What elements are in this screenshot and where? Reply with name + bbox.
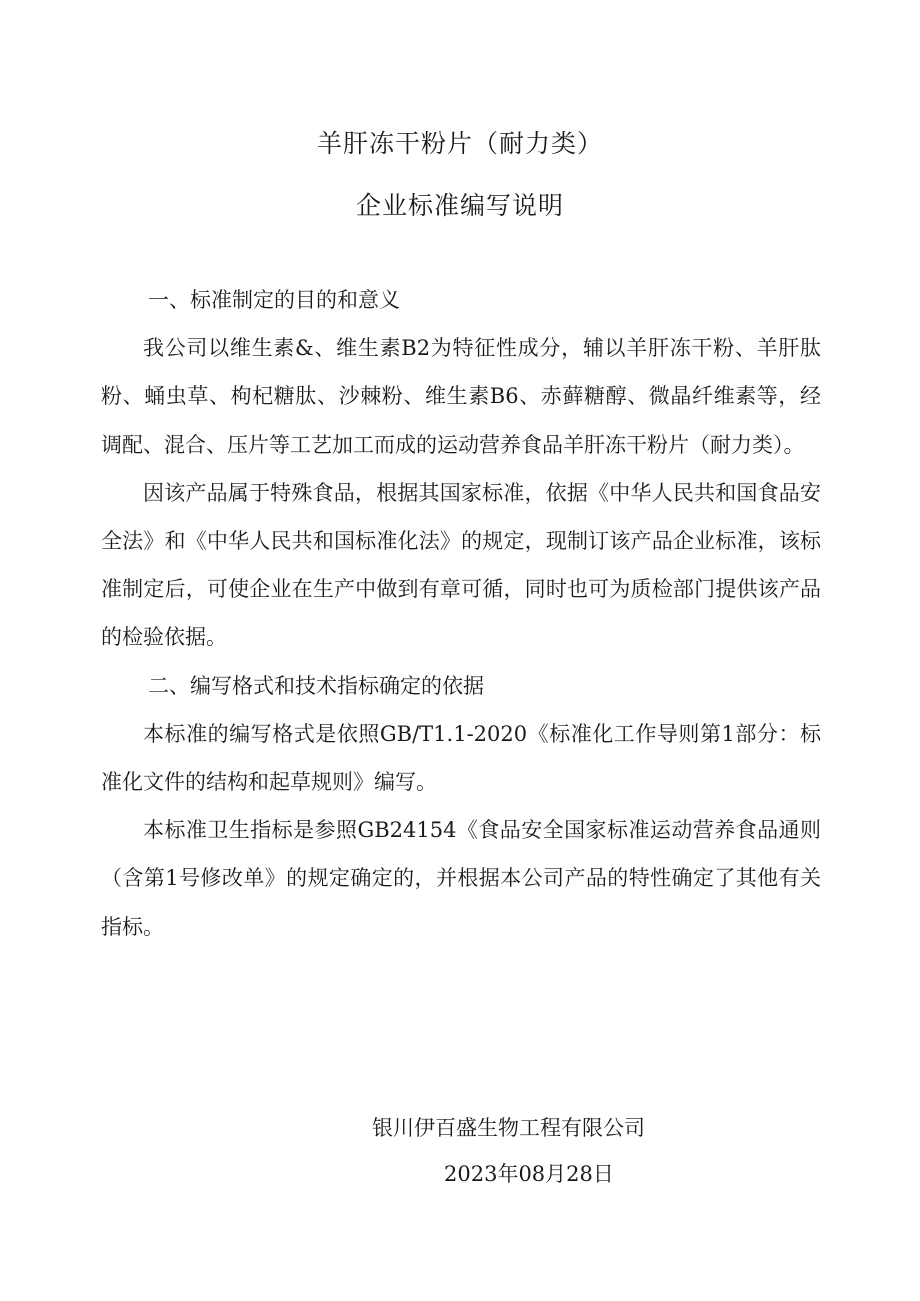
signature-date: 2023年08月28日 — [444, 1162, 614, 1186]
document-title: 羊肝冻干粉片（耐力类） — [316, 129, 603, 158]
section-2-paragraph-2: 本标准卫生指标是参照GB24154《食品安全国家标准运动营养食品通则（含第1号修改单》的规定确定的，并根据本公司产品的特性确定了其他有关指标。 — [101, 818, 821, 939]
document-subtitle: 企业标准编写说明 — [355, 191, 564, 220]
section-2-heading: 二、编写格式和技术指标确定的依据 — [148, 673, 484, 698]
section-1-paragraph-1: 我公司以维生素&、维生素B2为特征性成分，辅以羊肝冻干粉、羊肝肽粉、蛹虫草、枸杞糖肽、沙棘粉、维生素B6、赤藓糖醇、微晶纤维素等，经调配、混合、压片等工艺加工而成的运动营养食品羊肝冻干粉片（耐力类）。 — [101, 336, 821, 457]
signature-company: 银川伊百盛生物工程有限公司 — [372, 1116, 645, 1140]
section-2-paragraph-1: 本标准的编写格式是依照GB/T1.1-2020《标准化工作导则第1部分：标准化文件的结构和起草规则》编写。 — [101, 721, 821, 795]
section-1-heading: 一、标准制定的目的和意义 — [148, 288, 400, 312]
section-1-paragraph-2: 因该产品属于特殊食品，根据其国家标准，依据《中华人民共和国食品安全法》和《中华人民共和国标准化法》的规定，现制订该产品企业标准，该标准制定后，可使企业在生产中做到有章可循，同时也可为质检部门提供该产品的检验依据。 — [101, 480, 821, 650]
document-body — [101, 276, 821, 951]
